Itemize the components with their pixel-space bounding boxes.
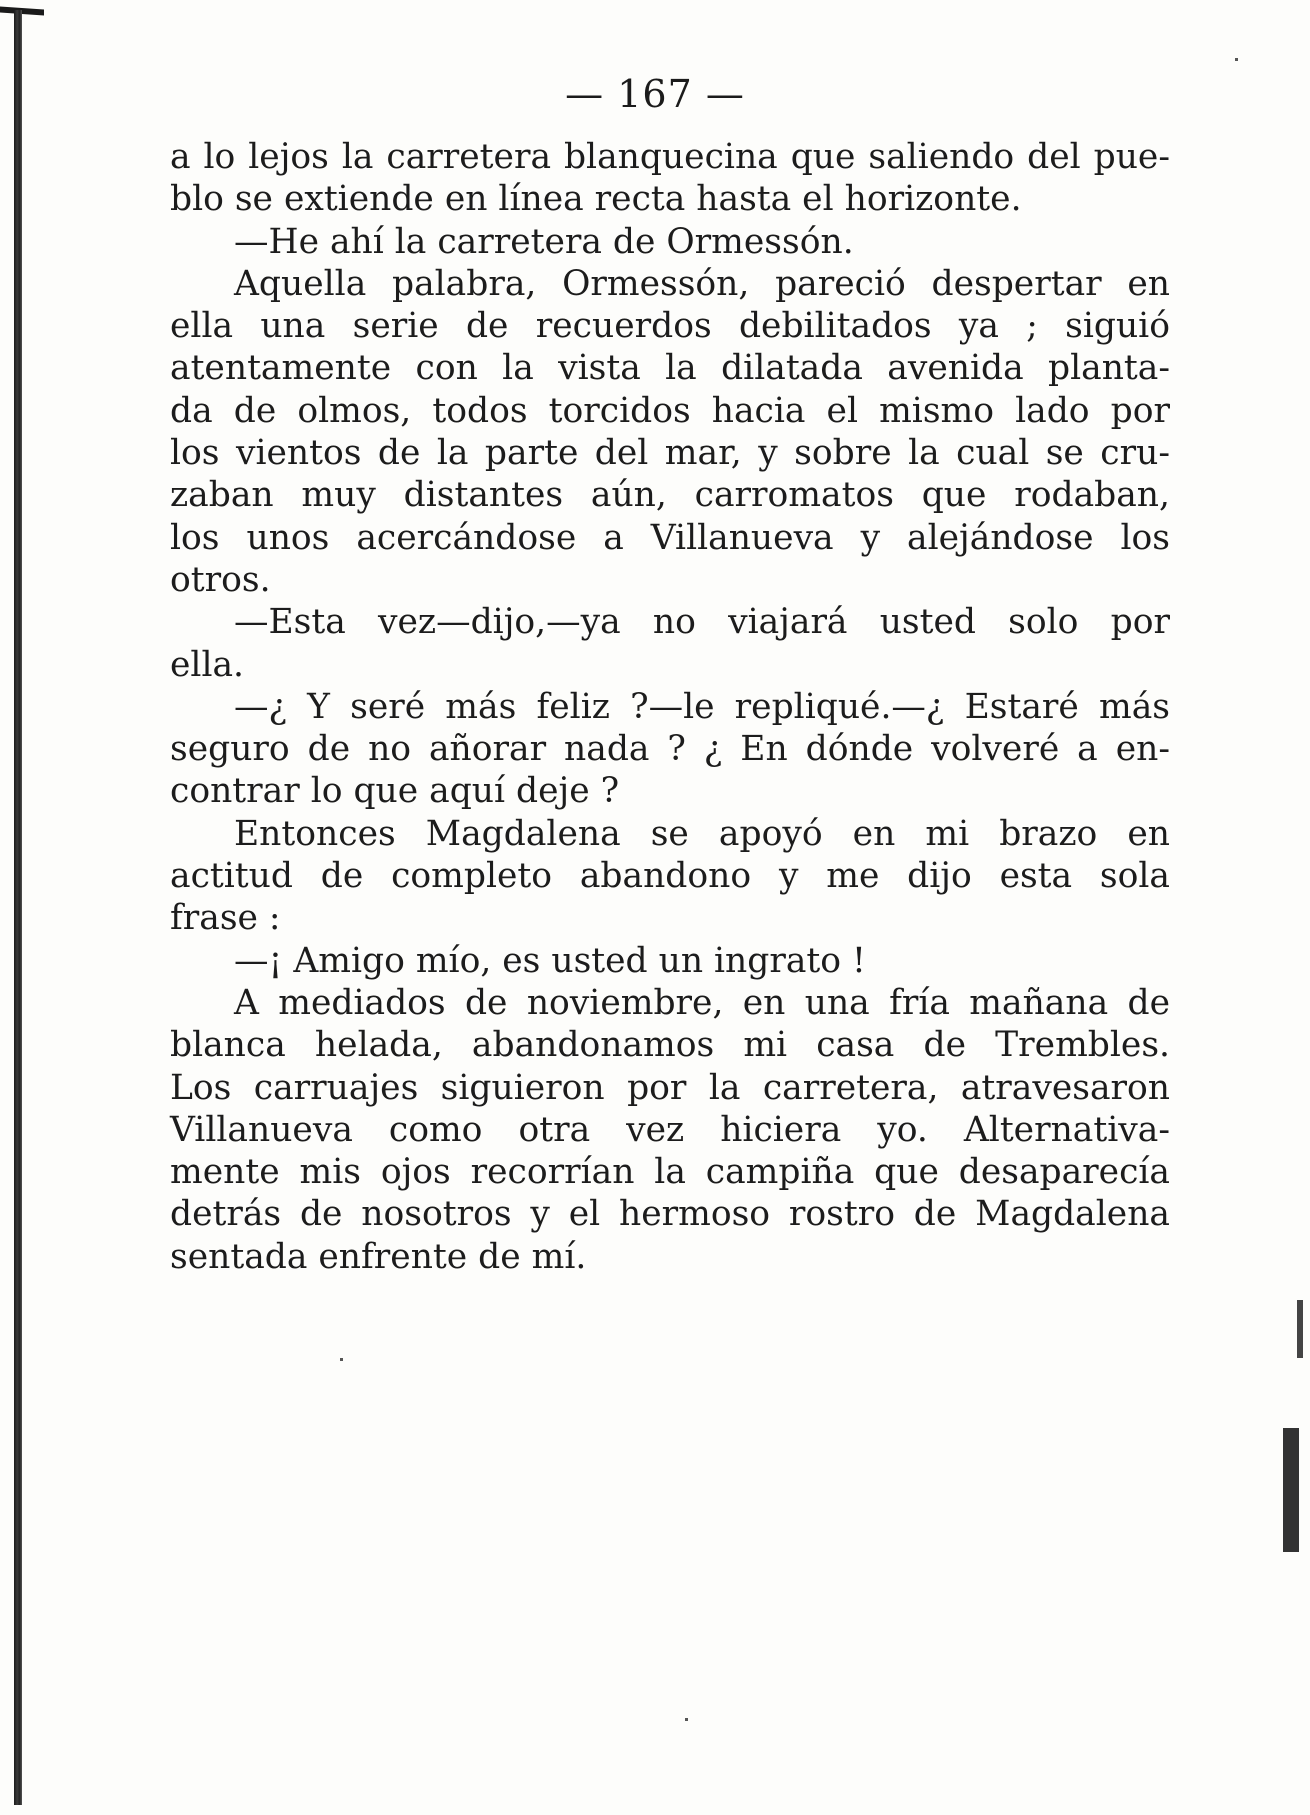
text-line: detrás de nosotros y el hermoso rostro de Magdalena bbox=[170, 1194, 1170, 1235]
text-line: los vientos de la parte del mar, y sobre la cual se cru- bbox=[170, 433, 1170, 474]
text-line: A mediados de noviembre, en una fría mañana de bbox=[234, 982, 1170, 1023]
text-line: contrar lo que aquí deje ? bbox=[170, 771, 620, 812]
text-line: Aquella palabra, Ormessón, pareció despertar en bbox=[234, 263, 1170, 304]
page-number: — 167 — bbox=[565, 72, 745, 116]
text-line: —He ahí la carretera de Ormessón. bbox=[234, 221, 854, 262]
scan-speck bbox=[340, 1358, 343, 1361]
text-line: sentada enfrente de mí. bbox=[170, 1236, 587, 1277]
text-line: —¡ Amigo mío, es usted un ingrato ! bbox=[234, 940, 866, 981]
text-line: seguro de no añorar nada ? ¿ En dónde volveré a en- bbox=[170, 729, 1170, 770]
scan-speck bbox=[1283, 1428, 1299, 1552]
text-line: Entonces Magdalena se apoyó en mi brazo en bbox=[234, 813, 1170, 854]
body-text bbox=[170, 136, 1170, 1278]
text-line: —Esta vez—dijo,—ya no viajará usted solo por bbox=[234, 602, 1170, 643]
text-line: da de olmos, todos torcidos hacia el mismo lado por bbox=[170, 390, 1170, 431]
text-line: ella una serie de recuerdos debilitados ya ; siguió bbox=[170, 306, 1170, 347]
text-line: —¿ Y seré más feliz ?—le repliqué.—¿ Estaré más bbox=[234, 686, 1170, 727]
text-line: mente mis ojos recorrían la campiña que desaparecía bbox=[170, 1152, 1170, 1193]
text-line: atentamente con la vista la dilatada avenida planta- bbox=[170, 348, 1170, 389]
binding-edge-top bbox=[0, 6, 44, 15]
scan-speck bbox=[685, 1718, 688, 1721]
text-line: otros. bbox=[170, 559, 271, 600]
scan-speck bbox=[1297, 1300, 1303, 1358]
text-line: zaban muy distantes aún, carromatos que rodaban, bbox=[170, 475, 1170, 516]
text-line: a lo lejos la carretera blanquecina que saliendo del pue- bbox=[170, 137, 1170, 177]
text-line: frase : bbox=[170, 898, 281, 939]
text-line: blo se extiende en línea recta hasta el horizonte. bbox=[170, 179, 1022, 220]
text-line: blanca helada, abandonamos mi casa de Trembles. bbox=[170, 1025, 1170, 1066]
text-line: actitud de completo abandono y me dijo esta sola bbox=[170, 856, 1170, 897]
text-line: ella. bbox=[170, 644, 245, 685]
binding-edge bbox=[14, 10, 22, 1805]
text-line: Los carruajes siguieron por la carretera, atravesaron bbox=[170, 1067, 1170, 1108]
text-line: los unos acercándose a Villanueva y alejándose los bbox=[170, 517, 1170, 558]
text-line: Villanueva como otra vez hiciera yo. Alternativa- bbox=[170, 1109, 1170, 1150]
scan-speck bbox=[1235, 58, 1238, 61]
